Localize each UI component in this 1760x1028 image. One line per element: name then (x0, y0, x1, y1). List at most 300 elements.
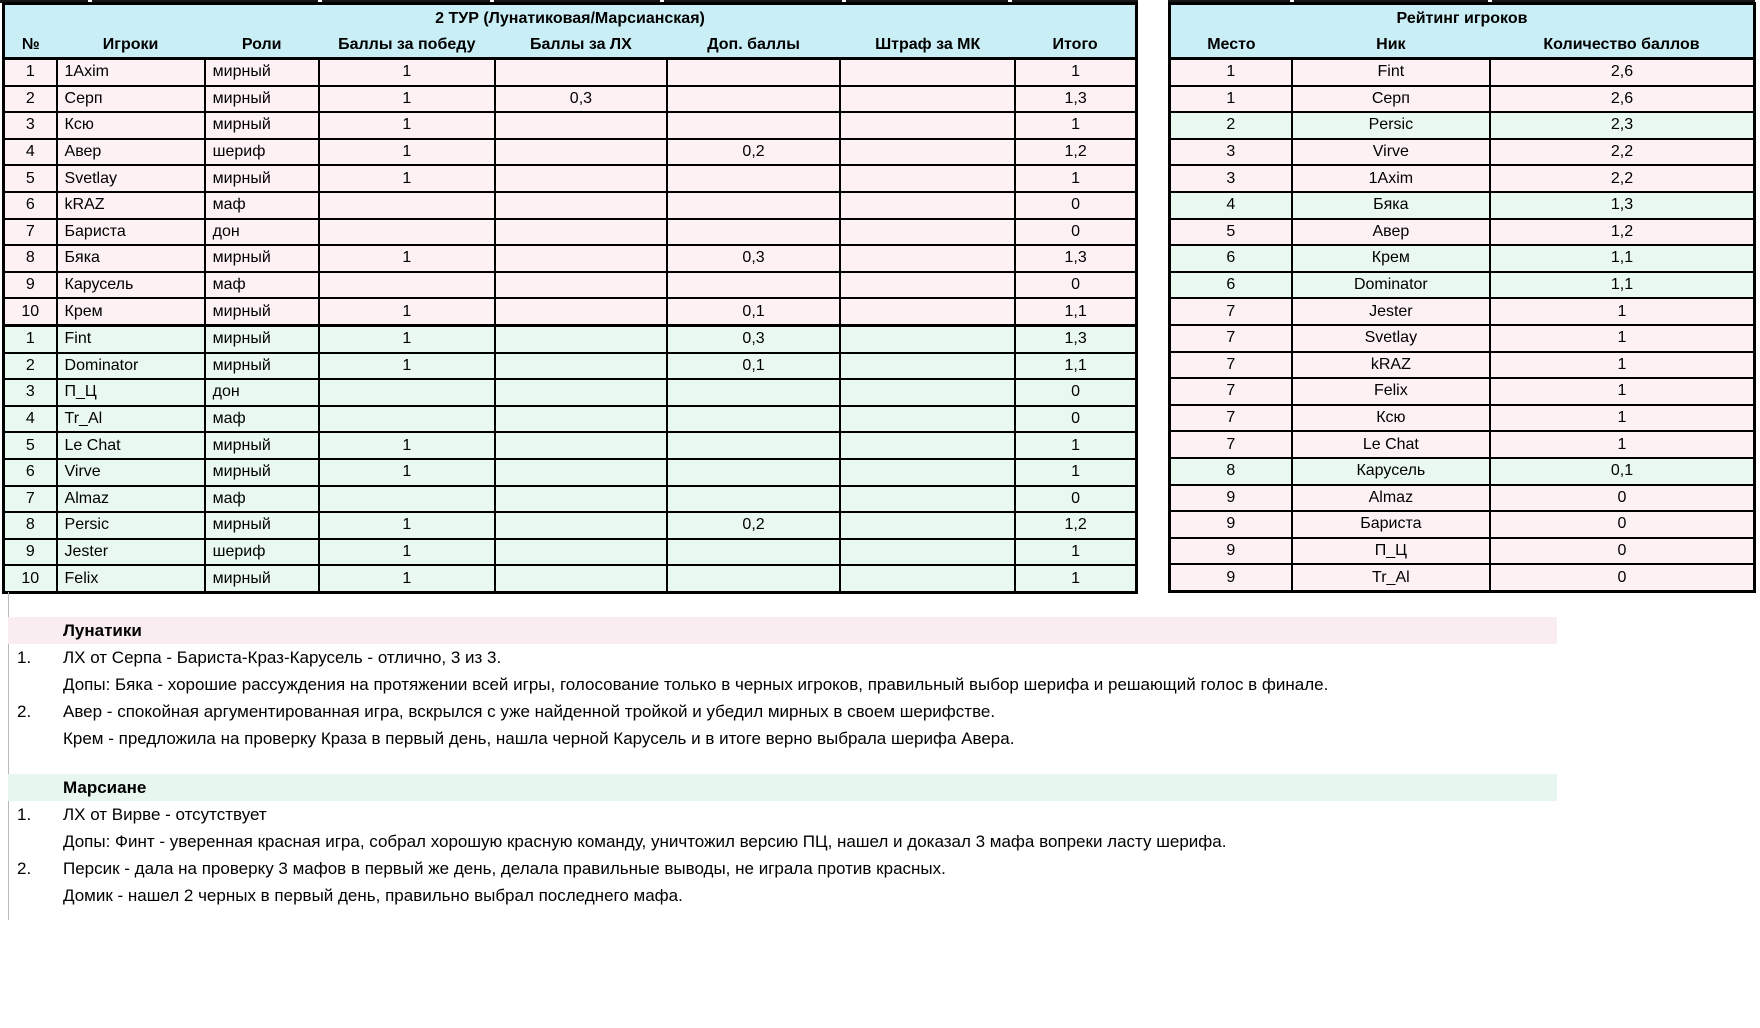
cell-lh (495, 353, 667, 380)
notes-section-pink (0, 617, 1760, 752)
cell-place: 7 (1170, 378, 1292, 405)
cell-place: 1 (1170, 59, 1292, 86)
cell-num: 2 (4, 86, 57, 113)
cell-nick: Dominator (1292, 272, 1490, 299)
cell-win (319, 219, 495, 246)
cell-player: Карусель (57, 272, 205, 299)
cell-role: шериф (205, 139, 319, 166)
cell-win: 1 (319, 459, 495, 486)
cell-total: 0 (1015, 379, 1136, 406)
rating-table (1168, 2, 1756, 593)
round-results-table (2, 2, 1138, 594)
cell-player: 1Axim (57, 59, 205, 86)
cell-points: 1 (1490, 378, 1754, 405)
cell-points: 2,3 (1490, 112, 1754, 139)
cell-total: 1 (1015, 432, 1136, 459)
cell-lh (495, 165, 667, 192)
rating-table-row (1170, 405, 1755, 432)
cell-lh (495, 272, 667, 299)
rating-table-columns-row (1170, 32, 1755, 59)
rating-table-row (1170, 511, 1755, 538)
note-line (0, 698, 1760, 725)
cell-extra (667, 192, 840, 219)
cell-extra (667, 406, 840, 433)
cell-points: 1 (1490, 298, 1754, 325)
column-header: Количество баллов (1490, 32, 1754, 59)
cell-total: 1,3 (1015, 245, 1136, 272)
round-table-row (4, 112, 1137, 139)
column-header: Итого (1015, 32, 1136, 59)
rating-table-row (1170, 219, 1755, 246)
cell-lh (495, 298, 667, 325)
column-header: Доп. баллы (667, 32, 840, 59)
round-table-row (4, 459, 1137, 486)
cell-nick: Бариста (1292, 511, 1490, 538)
rating-table-title: Рейтинг игроков (1170, 4, 1755, 33)
cell-num: 7 (4, 219, 57, 246)
column-header: Ник (1292, 32, 1490, 59)
cell-num: 6 (4, 459, 57, 486)
cell-num: 5 (4, 165, 57, 192)
cell-extra: 0,3 (667, 325, 840, 352)
cell-nick: Авер (1292, 219, 1490, 246)
rating-table-row (1170, 165, 1755, 192)
cell-nick: Persic (1292, 112, 1490, 139)
cell-place: 6 (1170, 245, 1292, 272)
cell-place: 2 (1170, 112, 1292, 139)
cell-win: 1 (319, 432, 495, 459)
note-text: Домик - нашел 2 черных в первый день, правильно выбрал последнего мафа. (63, 886, 683, 905)
round-table-row (4, 139, 1137, 166)
cell-lh (495, 192, 667, 219)
cell-penalty (840, 192, 1015, 219)
cell-lh (495, 379, 667, 406)
cell-player: Ксю (57, 112, 205, 139)
cell-player: Persic (57, 512, 205, 539)
cell-place: 1 (1170, 86, 1292, 113)
cell-penalty (840, 272, 1015, 299)
cell-place: 5 (1170, 219, 1292, 246)
cell-points: 0,1 (1490, 458, 1754, 485)
cell-total: 1 (1015, 459, 1136, 486)
cell-place: 7 (1170, 405, 1292, 432)
round-table-body (4, 59, 1137, 593)
round-table-header (4, 4, 1137, 59)
cell-penalty (840, 245, 1015, 272)
cell-win: 1 (319, 298, 495, 325)
round-table-row (4, 512, 1137, 539)
cell-total: 1 (1015, 59, 1136, 86)
cell-win: 1 (319, 565, 495, 592)
cell-num: 10 (4, 565, 57, 592)
cell-role: мирный (205, 565, 319, 592)
note-item-number: 1. (17, 805, 32, 824)
notes-heading: Лунатики (8, 617, 1557, 644)
cell-place: 7 (1170, 431, 1292, 458)
cell-points: 2,2 (1490, 139, 1754, 166)
column-header: Место (1170, 32, 1292, 59)
cell-extra (667, 86, 840, 113)
cell-num: 1 (4, 59, 57, 86)
cell-total: 1,3 (1015, 325, 1136, 352)
cell-role: маф (205, 192, 319, 219)
note-line (0, 671, 1760, 698)
cell-player: Almaz (57, 486, 205, 513)
cell-win: 1 (319, 165, 495, 192)
round-table-row (4, 486, 1137, 513)
note-text: Авер - спокойная аргументированная игра, вскрылся с уже найденной тройкой и убедил мирных в своем шерифстве. (63, 702, 996, 721)
cell-total: 1 (1015, 165, 1136, 192)
cell-nick: Jester (1292, 298, 1490, 325)
cell-lh (495, 219, 667, 246)
cell-penalty (840, 379, 1015, 406)
cell-num: 7 (4, 486, 57, 513)
note-item-number: 1. (17, 648, 32, 667)
cell-role: мирный (205, 59, 319, 86)
cell-extra: 0,3 (667, 245, 840, 272)
cell-win (319, 192, 495, 219)
cell-player: Felix (57, 565, 205, 592)
round-table-row (4, 379, 1137, 406)
cell-role: дон (205, 379, 319, 406)
cell-lh (495, 325, 667, 352)
cell-lh (495, 432, 667, 459)
cell-num: 9 (4, 272, 57, 299)
table-gap (1138, 0, 1168, 3)
note-text: Крем - предложила на проверку Краза в первый день, нашла черной Карусель и в итоге верно выбрала шерифа Авера. (63, 729, 1015, 748)
cell-player: Le Chat (57, 432, 205, 459)
rating-table-row (1170, 352, 1755, 379)
cell-place: 3 (1170, 139, 1292, 166)
cell-extra (667, 379, 840, 406)
rating-table-row (1170, 59, 1755, 86)
round-table-columns-row (4, 32, 1137, 59)
cell-penalty (840, 512, 1015, 539)
cell-place: 9 (1170, 564, 1292, 591)
cell-total: 1 (1015, 112, 1136, 139)
rating-table-row (1170, 192, 1755, 219)
round-table-row (4, 192, 1137, 219)
cell-total: 1,1 (1015, 298, 1136, 325)
notes-section-mint (0, 774, 1760, 909)
note-item-number: 2. (17, 702, 32, 721)
column-header: Штраф за МК (840, 32, 1015, 59)
cell-player: Fint (57, 325, 205, 352)
round-table-row (4, 86, 1137, 113)
cell-role: мирный (205, 325, 319, 352)
round-table-row (4, 245, 1137, 272)
cell-points: 1,1 (1490, 245, 1754, 272)
cell-num: 2 (4, 353, 57, 380)
cell-num: 9 (4, 539, 57, 566)
cell-points: 0 (1490, 538, 1754, 565)
cell-lh (495, 406, 667, 433)
cell-nick: Felix (1292, 378, 1490, 405)
column-header: Игроки (57, 32, 205, 59)
cell-points: 2,2 (1490, 165, 1754, 192)
notes-section (0, 617, 1760, 909)
note-text: Допы: Финт - уверенная красная игра, собрал хорошую красную команду, уничтожил версию ПЦ, нашел и доказал 3 мафа вопреки ласту шерифа. (63, 832, 1227, 851)
round-table-row (4, 219, 1137, 246)
cell-role: мирный (205, 353, 319, 380)
cell-extra (667, 112, 840, 139)
rating-table-title-row (1170, 4, 1755, 33)
cell-extra (667, 165, 840, 192)
cell-win: 1 (319, 245, 495, 272)
cell-points: 0 (1490, 485, 1754, 512)
rating-table-row (1170, 298, 1755, 325)
cell-role: маф (205, 406, 319, 433)
cell-nick: Almaz (1292, 485, 1490, 512)
cell-player: kRAZ (57, 192, 205, 219)
note-line (0, 828, 1760, 855)
cell-role: мирный (205, 112, 319, 139)
cell-nick: Бяка (1292, 192, 1490, 219)
cell-penalty (840, 486, 1015, 513)
cell-place: 9 (1170, 538, 1292, 565)
cell-win: 1 (319, 139, 495, 166)
cell-win: 1 (319, 512, 495, 539)
rating-table-row (1170, 272, 1755, 299)
cell-points: 1 (1490, 352, 1754, 379)
cell-role: шериф (205, 539, 319, 566)
cell-nick: П_Ц (1292, 538, 1490, 565)
cell-points: 0 (1490, 564, 1754, 591)
cell-penalty (840, 325, 1015, 352)
cell-role: мирный (205, 459, 319, 486)
cell-place: 7 (1170, 325, 1292, 352)
cell-place: 7 (1170, 298, 1292, 325)
cell-extra (667, 486, 840, 513)
rating-table-row (1170, 458, 1755, 485)
note-line (0, 644, 1760, 671)
rating-table-row (1170, 112, 1755, 139)
cell-lh (495, 486, 667, 513)
round-table-row (4, 272, 1137, 299)
cell-lh: 0,3 (495, 86, 667, 113)
cell-points: 2,6 (1490, 59, 1754, 86)
cell-win (319, 379, 495, 406)
cell-nick: Серп (1292, 86, 1490, 113)
note-text: ЛХ от Вирве - отсутствует (63, 805, 267, 824)
cell-nick: Svetlay (1292, 325, 1490, 352)
rating-table-body (1170, 59, 1755, 592)
rating-table-row (1170, 139, 1755, 166)
cell-num: 8 (4, 245, 57, 272)
cell-win: 1 (319, 86, 495, 113)
cell-penalty (840, 353, 1015, 380)
cell-num: 1 (4, 325, 57, 352)
cell-points: 0 (1490, 511, 1754, 538)
round-table-row (4, 432, 1137, 459)
cell-player: Dominator (57, 353, 205, 380)
cell-total: 1 (1015, 565, 1136, 592)
cell-nick: Virve (1292, 139, 1490, 166)
column-header: Роли (205, 32, 319, 59)
cell-total: 1 (1015, 539, 1136, 566)
cell-lh (495, 565, 667, 592)
column-header: Баллы за победу (319, 32, 495, 59)
cell-lh (495, 59, 667, 86)
cell-place: 9 (1170, 485, 1292, 512)
cell-place: 6 (1170, 272, 1292, 299)
cell-win: 1 (319, 539, 495, 566)
cell-win: 1 (319, 353, 495, 380)
cell-player: Jester (57, 539, 205, 566)
cell-lh (495, 139, 667, 166)
cell-total: 0 (1015, 406, 1136, 433)
cell-player: Tr_Al (57, 406, 205, 433)
cell-points: 1,1 (1490, 272, 1754, 299)
rating-table-row (1170, 564, 1755, 591)
note-line (0, 725, 1760, 752)
cell-win (319, 272, 495, 299)
cell-penalty (840, 432, 1015, 459)
cell-extra: 0,1 (667, 353, 840, 380)
cell-penalty (840, 139, 1015, 166)
cell-num: 6 (4, 192, 57, 219)
cell-extra (667, 59, 840, 86)
cell-penalty (840, 165, 1015, 192)
cell-nick: Ксю (1292, 405, 1490, 432)
cell-role: мирный (205, 165, 319, 192)
cell-role: мирный (205, 245, 319, 272)
cell-nick: Le Chat (1292, 431, 1490, 458)
cell-points: 1 (1490, 405, 1754, 432)
rating-table-row (1170, 431, 1755, 458)
cell-player: Крем (57, 298, 205, 325)
cell-role: мирный (205, 512, 319, 539)
cell-win (319, 486, 495, 513)
cell-penalty (840, 406, 1015, 433)
cell-penalty (840, 112, 1015, 139)
cell-total: 1,2 (1015, 139, 1136, 166)
rating-table-row (1170, 86, 1755, 113)
cell-role: мирный (205, 432, 319, 459)
cell-extra (667, 459, 840, 486)
note-text: ЛХ от Серпа - Бариста-Краз-Карусель - отлично, 3 из 3. (63, 648, 502, 667)
cell-lh (495, 459, 667, 486)
cell-win: 1 (319, 59, 495, 86)
round-table-row (4, 565, 1137, 592)
cell-penalty (840, 565, 1015, 592)
cell-extra (667, 565, 840, 592)
cell-num: 3 (4, 379, 57, 406)
note-text: Допы: Бяка - хорошие рассуждения на протяжении всей игры, голосование только в черных игроков, правильный выбор шерифа и решающий голос в финале. (63, 675, 1329, 694)
rating-table-row (1170, 325, 1755, 352)
cell-num: 5 (4, 432, 57, 459)
cell-num: 10 (4, 298, 57, 325)
cell-player: П_Ц (57, 379, 205, 406)
column-header: Баллы за ЛХ (495, 32, 667, 59)
cell-place: 9 (1170, 511, 1292, 538)
cell-extra (667, 539, 840, 566)
note-line (0, 882, 1760, 909)
cell-penalty (840, 59, 1015, 86)
cell-penalty (840, 539, 1015, 566)
cell-points: 2,6 (1490, 86, 1754, 113)
round-table-row (4, 325, 1137, 352)
cell-win (319, 406, 495, 433)
cell-penalty (840, 219, 1015, 246)
cell-extra: 0,2 (667, 512, 840, 539)
cell-total: 1,3 (1015, 86, 1136, 113)
cell-total: 1,2 (1015, 512, 1136, 539)
rating-table-row (1170, 378, 1755, 405)
cell-role: мирный (205, 86, 319, 113)
cell-role: дон (205, 219, 319, 246)
round-table-row (4, 539, 1137, 566)
cell-lh (495, 245, 667, 272)
cell-total: 0 (1015, 192, 1136, 219)
cell-player: Серп (57, 86, 205, 113)
rating-table-header (1170, 4, 1755, 59)
cell-num: 4 (4, 139, 57, 166)
rating-table-row (1170, 538, 1755, 565)
cell-nick: kRAZ (1292, 352, 1490, 379)
cell-lh (495, 112, 667, 139)
cell-penalty (840, 86, 1015, 113)
note-line (0, 855, 1760, 882)
cell-points: 1 (1490, 431, 1754, 458)
cell-num: 4 (4, 406, 57, 433)
cell-player: Бариста (57, 219, 205, 246)
cell-penalty (840, 298, 1015, 325)
cell-place: 8 (1170, 458, 1292, 485)
notes-heading: Марсиане (8, 774, 1557, 801)
round-table-row (4, 353, 1137, 380)
cell-role: мирный (205, 298, 319, 325)
round-table-row (4, 165, 1137, 192)
rating-table-row (1170, 485, 1755, 512)
cell-extra (667, 432, 840, 459)
cell-total: 0 (1015, 486, 1136, 513)
cell-extra (667, 219, 840, 246)
round-table-row (4, 59, 1137, 86)
cell-points: 1,3 (1490, 192, 1754, 219)
round-table-row (4, 406, 1137, 433)
cell-extra: 0,1 (667, 298, 840, 325)
cell-nick: Tr_Al (1292, 564, 1490, 591)
cell-player: Авер (57, 139, 205, 166)
cell-nick: Карусель (1292, 458, 1490, 485)
cell-role: маф (205, 272, 319, 299)
note-line (0, 801, 1760, 828)
cell-nick: Fint (1292, 59, 1490, 86)
cell-extra (667, 272, 840, 299)
cell-num: 3 (4, 112, 57, 139)
cell-nick: 1Axim (1292, 165, 1490, 192)
cell-nick: Крем (1292, 245, 1490, 272)
round-table-title-row (4, 4, 1137, 33)
cell-win: 1 (319, 112, 495, 139)
rating-table-row (1170, 245, 1755, 272)
note-item-number: 2. (17, 859, 32, 878)
cell-extra: 0,2 (667, 139, 840, 166)
cell-total: 0 (1015, 272, 1136, 299)
cell-points: 1,2 (1490, 219, 1754, 246)
cell-num: 8 (4, 512, 57, 539)
column-header: № (4, 32, 57, 59)
cell-lh (495, 539, 667, 566)
cell-player: Svetlay (57, 165, 205, 192)
round-table-row (4, 298, 1137, 325)
cell-place: 4 (1170, 192, 1292, 219)
cell-total: 0 (1015, 219, 1136, 246)
cell-points: 1 (1490, 325, 1754, 352)
cell-win: 1 (319, 325, 495, 352)
cell-lh (495, 512, 667, 539)
